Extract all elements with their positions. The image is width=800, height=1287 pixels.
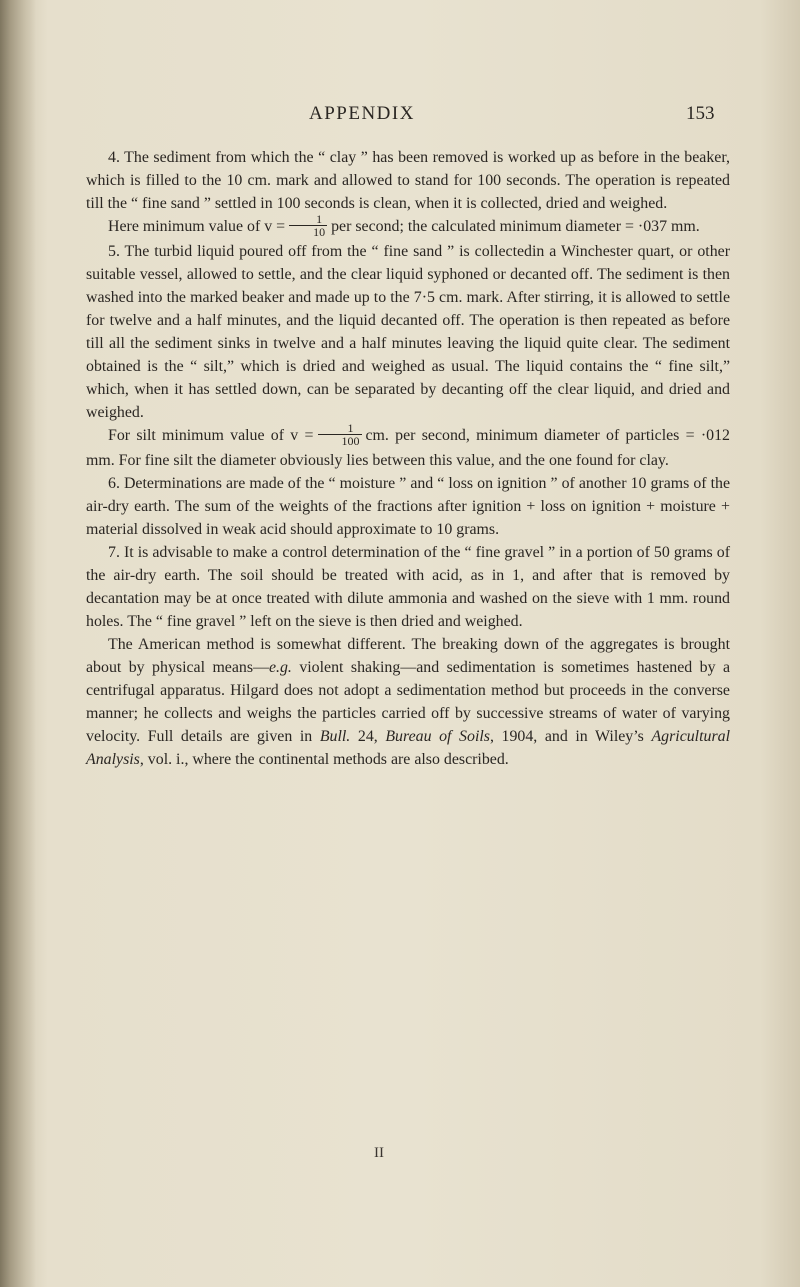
fraction-one-hundredth <box>318 422 362 447</box>
paragraph-5: 5. The turbid liquid poured off from the “ fine sand ” is collectedin a Winchester quart, or other suitable vessel, allowed to settle, and the clear liquid syphoned or decanted off. The sediment is then washed into the marked beaker and made up to the 7·5 cm. mark. After stirring, it is allowed to settle for twelve and a half minutes, and the liquid decanted off. The operation is then repeated as before till all the sediment sinks in twelve and a half minutes leaving the liquid quite clear. The sediment obtained is the “ silt,” which is dried and weighed as usual. The liquid contains the “ fine silt,” which, when it has settled down, can be separated by decanting off the clear liquid, and dried and weighed. <box>86 243 730 421</box>
formula-text-pre: For silt minimum value of v = <box>108 427 314 445</box>
italic-bureau-of-soils: Bureau of Soils <box>385 728 490 745</box>
text-run: , vol. i., where the continental methods are also described. <box>139 751 509 768</box>
formula-text-post: cm. per second, minimum diameter of particles = ·012 mm. For fine silt the diameter obviously lies between this value, and the one found for clay. <box>86 427 730 469</box>
fraction-denominator: 10 <box>313 225 326 239</box>
paragraph-american-method <box>86 633 730 771</box>
paragraph-4-formula <box>86 212 730 240</box>
page-binding-shadow <box>0 0 36 1287</box>
formula-text-post: per second; the calculated minimum diameter = ·037 mm. <box>331 218 700 236</box>
text-run: 24, <box>350 728 386 745</box>
signature-mark: II <box>374 1145 384 1161</box>
italic-bull: Bull. <box>319 728 351 745</box>
fraction-denominator: 100 <box>341 434 360 448</box>
page-header <box>0 103 800 133</box>
page-number: 153 <box>686 103 715 124</box>
page-body <box>86 146 730 771</box>
paragraph-6: 6. Determinations are made of the “ moisture ” and “ loss on ignition ” of another 10 grams of the air-dry earth. The sum of the weights of the fractions after ignition + loss on ignition + moisture + material dissolved in weak acid should approximate to 10 grams. <box>86 475 730 538</box>
formula-text-pre: Here minimum value of v = <box>108 218 286 236</box>
text-run: The American method is somewhat different. The breaking down of the aggregates is brought about by physical means— <box>86 636 730 676</box>
paragraph-4: 4. The sediment from which the “ clay ” has been removed is worked up as before in the beaker, which is filled to the 10 cm. mark and allowed to stand for 100 seconds. The operation is repeated till the “ fine sand ” settled in 100 seconds is clean, when it is collected, dried and weighed. <box>86 149 730 212</box>
fraction-one-tenth <box>289 213 327 238</box>
paragraph-7: 7. It is advisable to make a control determination of the “ fine gravel ” in a portion of 50 grams of the air-dry earth. The soil should be treated with acid, as in 1, and after that is removed by decantation may be at once treated with dilute ammonia and washed on the sieve with 1 mm. round holes. The “ fine gravel ” left on the sieve is then dried and weighed. <box>86 544 730 630</box>
fraction-numerator: 1 <box>318 422 362 435</box>
text-run: , 1904, and in Wiley’s <box>489 728 652 745</box>
italic-eg: e.g. <box>268 659 292 676</box>
text-run: violent shaking—and sedimentation is sometimes hastened by a centrifugal apparatus. Hilgard does not adopt a sedimentation method but proceeds in the converse manner; he collects and weighs the particles carried off by successive streams of water of varying velocity. Full details are given in <box>86 659 730 745</box>
italic-agricultural-analysis: Agricultural Analysis <box>86 728 731 768</box>
running-head: APPENDIX <box>309 103 415 124</box>
paragraph-5-formula <box>86 421 730 472</box>
fraction-numerator: 1 <box>289 213 327 226</box>
